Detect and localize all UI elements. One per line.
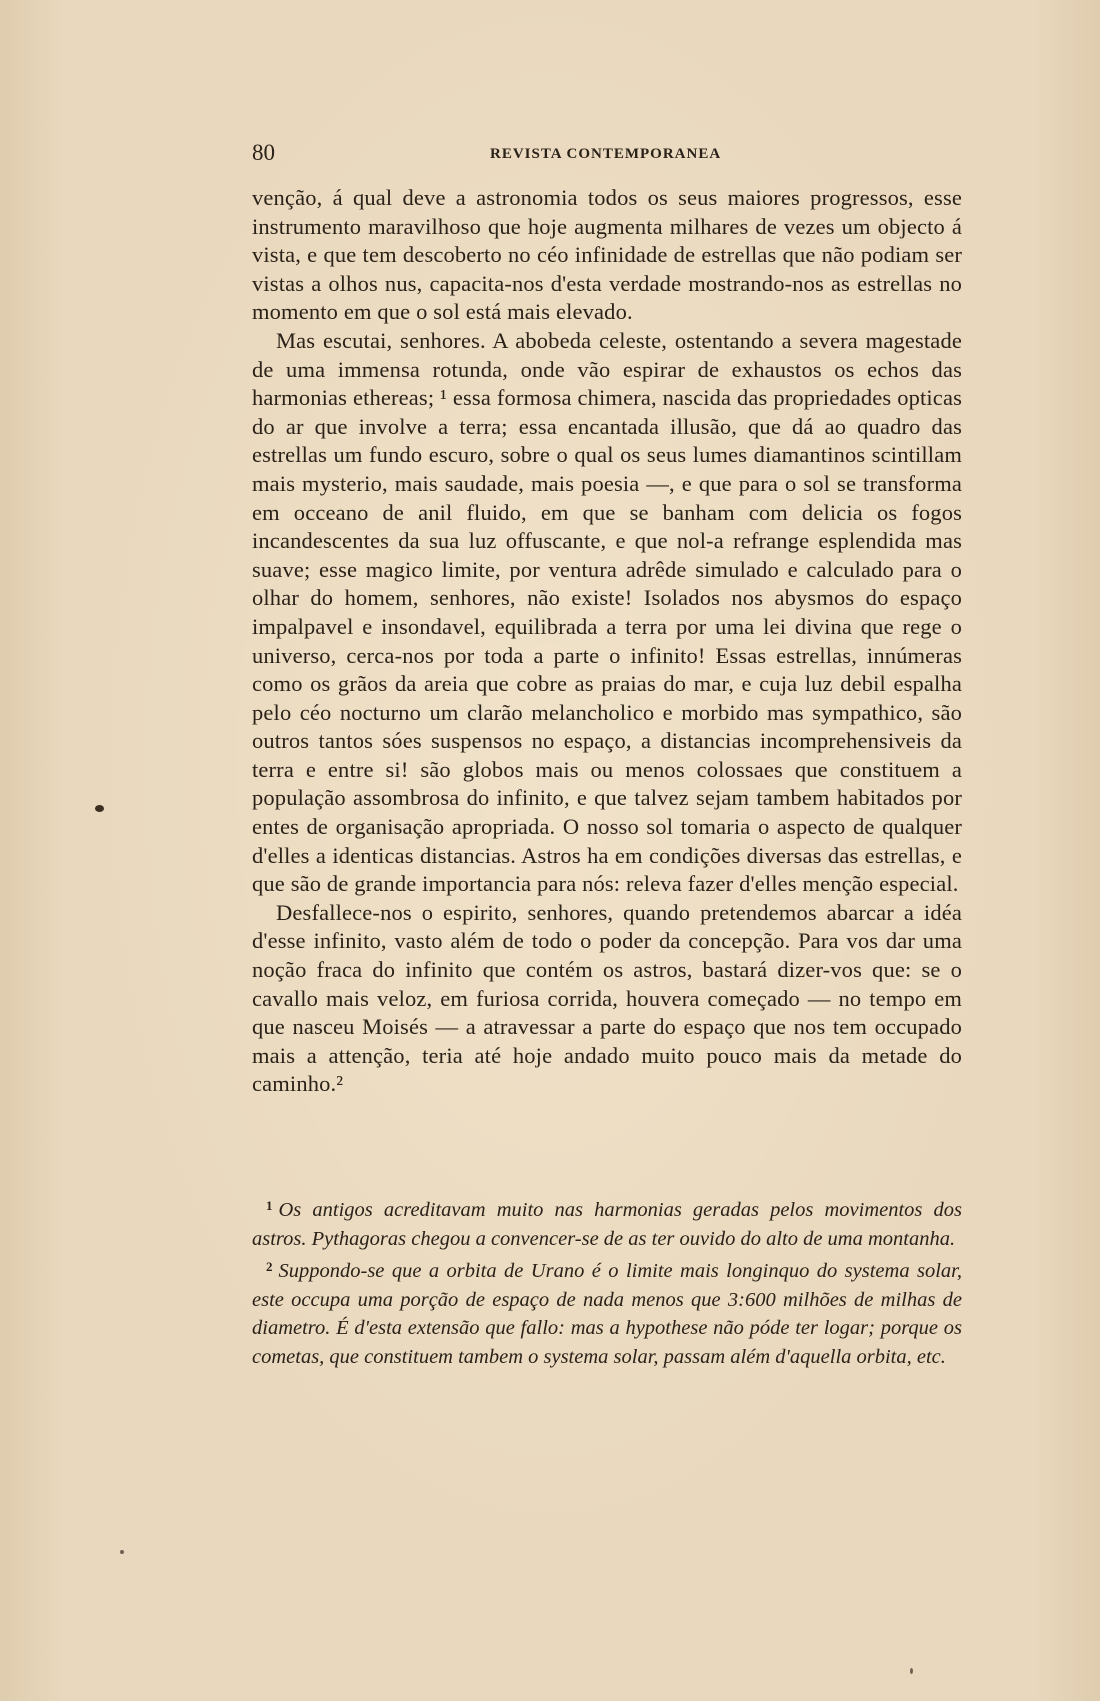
footnote: [252, 1253, 962, 1371]
paragraph: venção, á qual deve a astronomia todos os seus maiores progressos, esse instrumento maravilhoso que hoje augmenta milhares de vezes um objecto á vista, e que tem descoberto no céo infinidade de estrellas que não podiam ser vistas a olhos nus, capacita-nos d'esta verdade mostrando-nos as estrellas no momento em que o sol está mais elevado.: [252, 185, 962, 325]
main-text: [252, 184, 962, 1099]
footnote-text: Suppondo-se que a orbita de Urano é o limite mais longinquo do systema solar, este occupa uma porção de espaço de nada menos que 3:600 milhões de milhas de diametro. É d'esta extensão que fallo: mas a hypothese não póde ter logar; porque os cometas, que constituem tambem o systema solar, passam além d'aquella orbita, etc.: [252, 1260, 962, 1368]
paragraph: Mas escutai, senhores. A abobeda celeste, ostentando a severa magestade de uma immensa rotunda, onde vão espirar de exhaustos os echos das harmonias ethereas; ¹ essa formosa chimera, nascida das propriedades opticas do ar que involve a terra; essa encantada illusão, que dá ao quadro das estrellas um fundo escuro, sobre o qual os seus lumes diamantinos scintillam mais mysterio, mais saudade, mais poesia —, e que para o sol se transforma em occeano de anil fluido, em que se banham com delicia os fogos incandescentes da sua luz offuscante, e que nol-a refrange esplendida mas suave; esse magico limite, por ventura adrêde simulado e calculado para o olhar do homem, senhores, não existe! Isolados nos abysmos do espaço impalpavel e insondavel, equilibrada a terra por uma lei divina que rege o universo, cerca-nos por toda a parte o infinito! Essas estrellas, innúmeras como os grãos da areia que cobre as praias do mar, e cuja luz debil espalha pelo céo nocturno um clarão melancholico e morbido mas sympathico, são outros tantos sóes suspensos no espaço, a distancias incomprehensiveis da terra e entre si! são globos mais ou menos colossaes que constituem a população assombrosa do infinito, e que talvez sejam tambem habitados por entes de organisação apropriada. O nosso sol tomaria o aspecto de qualquer d'elles a identicas distancias. Astros ha em condições diversas das estrellas, e que são de grande importancia para nós: releva fazer d'elles menção especial.: [252, 327, 962, 897]
ink-speck: [120, 1550, 124, 1554]
paragraph: Desfallece-nos o espirito, senhores, quando pretendemos abarcar a idéa d'esse infinito, vasto além de todo o poder da concepção. Para vos dar uma noção fraca do infinito que contém os astros, bastará dizer-vos que: se o cavallo mais veloz, em furiosa corrida, houvera começado — no tempo em que nasceu Moisés — a atravessar a parte do espaço que nos tem occupado mais a attenção, teria até hoje andado muito pouco mais da metade do caminho.²: [252, 899, 962, 1097]
footnotes: [252, 1192, 962, 1371]
footnote-mark: 2: [266, 1259, 273, 1274]
footnote-mark: 1: [266, 1198, 273, 1213]
running-head: REVISTA CONTEMPORANEA: [490, 146, 722, 162]
ink-speck: [910, 1668, 913, 1674]
page-number: 80: [252, 140, 275, 165]
footnote-text: Os antigos acreditavam muito nas harmonias geradas pelos movimentos dos astros. Pythagoras chegou a convencer-se de as ter ouvido do alto de uma montanha.: [252, 1199, 962, 1250]
page-header: [252, 140, 962, 170]
ink-speck: [95, 805, 104, 812]
footnote: [252, 1192, 962, 1253]
